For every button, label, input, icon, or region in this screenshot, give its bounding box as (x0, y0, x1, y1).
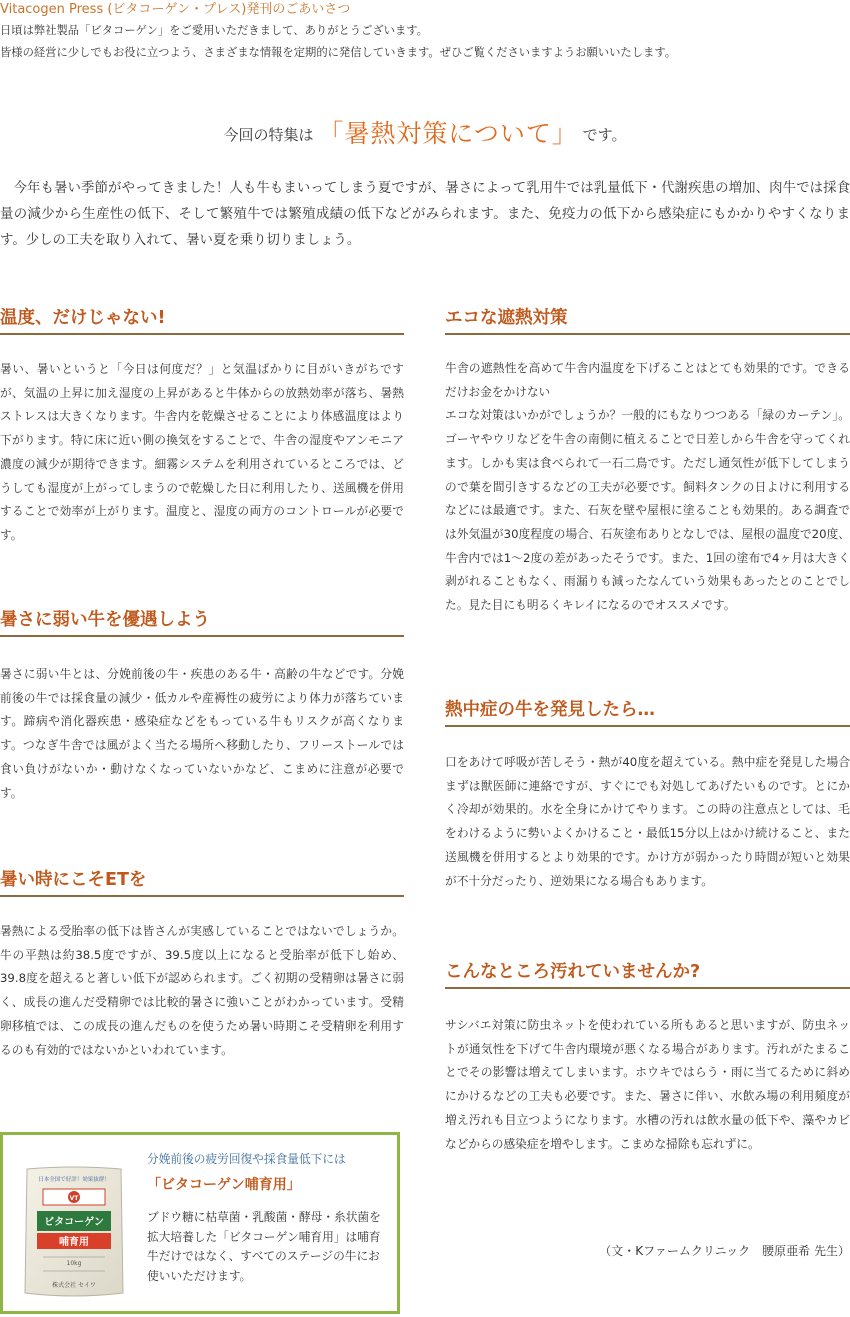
section-body: 牛舎の遮熱性を高めて牛舎内温度を下げることはとても効果的です。できるだけお金をかけない エコな対策はいかがでしょうか？一般的にもなりつつある「緑のカーテン」。ゴーヤやウリなどを牛舎の南側に植えることで日差しから牛舎を守ってくれます。しかも実は食べられて一石二鳥です。ただし通気性が低下してしまうので葉を間引きするなどの工夫が必要です。飼料タンクの日よけに利用するなどには最適です。また、石灰を壁や屋根に塗ることも効果的。ある調査では外気温が30度程度の場合、石灰塗布ありとなしでは、屋根の温度で20度、牛舎内では1～2度の差があったそうです。また、1回の塗布で4ヶ月は大きく剥がれることもなく、雨漏りも減ったなんていう効果もあったとのことでした。見た目にも明るくキレイになるのでオススメです。 (445, 361, 850, 613)
section-heading: 温度、だけじゃない! (0, 306, 404, 335)
section-heading: 暑い時にこそETを (0, 868, 404, 897)
section-body: サシバエ対策に防虫ネットを使われている所もあると思いますが、防虫ネットが通気性を下げて牛舎内環境が悪くなる場合があります。汚れがたまることでその影響は増えてしまいます。ホウキではらう・雨に当てるために斜めにかけるなどの工夫も必要です。また、暑さに伴い、水飲み場の利用頻度が増え汚れも目立つようになります。水槽の汚れは飲水量の低下や、藻やカビなどからの感染症を増やします。こまめな掃除も忘れずに。 (445, 1018, 850, 1151)
section-eco-shade (445, 306, 850, 618)
section-et (0, 868, 404, 1062)
section-heading: 暑さに弱い牛を優遇しよう (0, 608, 404, 637)
press-title: Vitacogen Press (ビタコーゲン・プレス)発刊のごあいさつ (0, 2, 351, 17)
ad-text-block (147, 1149, 391, 1286)
package-weight: 10kg (66, 1260, 82, 1267)
section-body: 暑さに弱い牛とは、分娩前後の牛・疾患のある牛・高齢の牛などです。分娩前後の牛では採食量の減少・低カルや産褥性の疲労により体力が落ちています。蹄病や消化器疾患・感染症などをもっている牛もリスクが高くなります。つなぎ牛舎では風がよく当たる場所へ移動したり、フリーストールでは食い負けがないか・動けなくなっていないかなど、こまめに注意が必要です。 (0, 667, 404, 800)
feature-highlight: 「暑熱対策について」 (318, 119, 578, 148)
lead-text: 今年も暑い季節がやってきました！人も牛もまいってしまう夏ですが、暑さによって乳用牛では乳量低下・代謝疾患の増加、肉牛では採食量の減少から生産性の低下、そして繁殖牛では繁殖成績の低下などがみられます。また、免疫力の低下から感染症にもかかりやすくなります。少しの工夫を取り入れて、暑い夏を乗り切りましょう。 (0, 181, 850, 248)
package-logo: VT (69, 1195, 79, 1202)
intro-greeting (0, 20, 850, 64)
feature-prefix: 今回の特集は (223, 126, 314, 144)
feature-suffix: です。 (582, 126, 627, 144)
author-credit: （文・Kファームクリニック 腰原亜希 先生） (599, 1244, 850, 1258)
product-ad[interactable] (0, 1132, 400, 1314)
section-body: 口をあけて呼吸が苦しそう・熱が40度を超えている。熱中症を発見した場合まずは獣医師に連絡ですが、すぐにでも対処してあげたいものです。とにかく冷却が効果的。水を全身にかけてやります。この時の注意点としては、毛をわけるように勢いよくかけること・最低15分以上はかけ続けること、また送風機を併用するとより効果的です。かけ方が弱かったり時間が短いと効果が不十分だったり、逆効果になる場合もあります。 (445, 755, 850, 888)
section-body: 暑熱による受胎率の低下は皆さんが実感していることではないでしょうか。牛の平熱は約38.5度ですが、39.5度以上になると受胎率が低下し始め、39.8度を超えると著しい低下が認められます。ごく初期の受精卵は暑さに弱く、成長の進んだ受精卵では比較的暑さに強いことがわかっています。受精卵移植では、この成長の進んだものを使うため暑い時期こそ受精卵を利用するのも有効的ではないかといわれています。 (0, 924, 404, 1057)
feature-announcement (0, 114, 850, 155)
section-humidity (0, 306, 404, 548)
package-variant: 哺育用 (59, 1237, 89, 1248)
intro-line: 日頃は弊社製品「ビタコーゲン」をご愛用いただきまして、ありがとうございます。 (0, 24, 428, 37)
section-heading: エコな遮熱対策 (445, 306, 850, 335)
package-maker: 株式会社 セイワ (52, 1282, 96, 1289)
ad-product-name[interactable]: 「ビタコーゲン哺育用」 (147, 1177, 301, 1193)
section-weak-cows (0, 608, 404, 805)
section-heatstroke (445, 698, 850, 893)
product-package-image (23, 1165, 125, 1299)
ad-description: ブドウ糖に枯草菌・乳酸菌・酵母・糸状菌を拡大培養した「ビタコーゲン哺育用」は哺育牛だけではなく、すべてのステージの牛にお使いいただけます。 (147, 1210, 381, 1283)
intro-line: 皆様の経営に少しでもお役に立つよう、さまざまな情報を定期的に発信していきます。ぜひご覧くださいますようお願いいたします。 (0, 46, 677, 59)
package-top-text: 日本全国で好評！効果抜群！ (38, 1177, 110, 1183)
package-brand: ビタコーゲン (44, 1217, 104, 1228)
lead-paragraph (0, 176, 850, 254)
ad-subtitle: 分娩前後の疲労回復や採食量低下には (147, 1152, 346, 1166)
section-dirty-nets (445, 960, 850, 1156)
section-body: 暑い、暑いというと「今日は何度だ？」と気温ばかりに目がいきがちですが、気温の上昇に加え湿度の上昇があると牛体からの放熱効率が落ち、暑熱ストレスは大きくなります。牛舎内を乾燥させることにより体感温度はより下がります。特に床に近い側の換気をすることで、牛舎の湿度やアンモニア濃度の減少が期待できます。細霧システムを利用されているところでは、どうしても湿度が上がってしまうので乾燥した日に利用したり、送風機を併用することで効率が上がります。温度と、湿度の両方のコントロールが必要です。 (0, 362, 404, 542)
section-heading: 熱中症の牛を発見したら… (445, 698, 850, 727)
section-heading: こんなところ汚れていませんか? (445, 960, 850, 989)
